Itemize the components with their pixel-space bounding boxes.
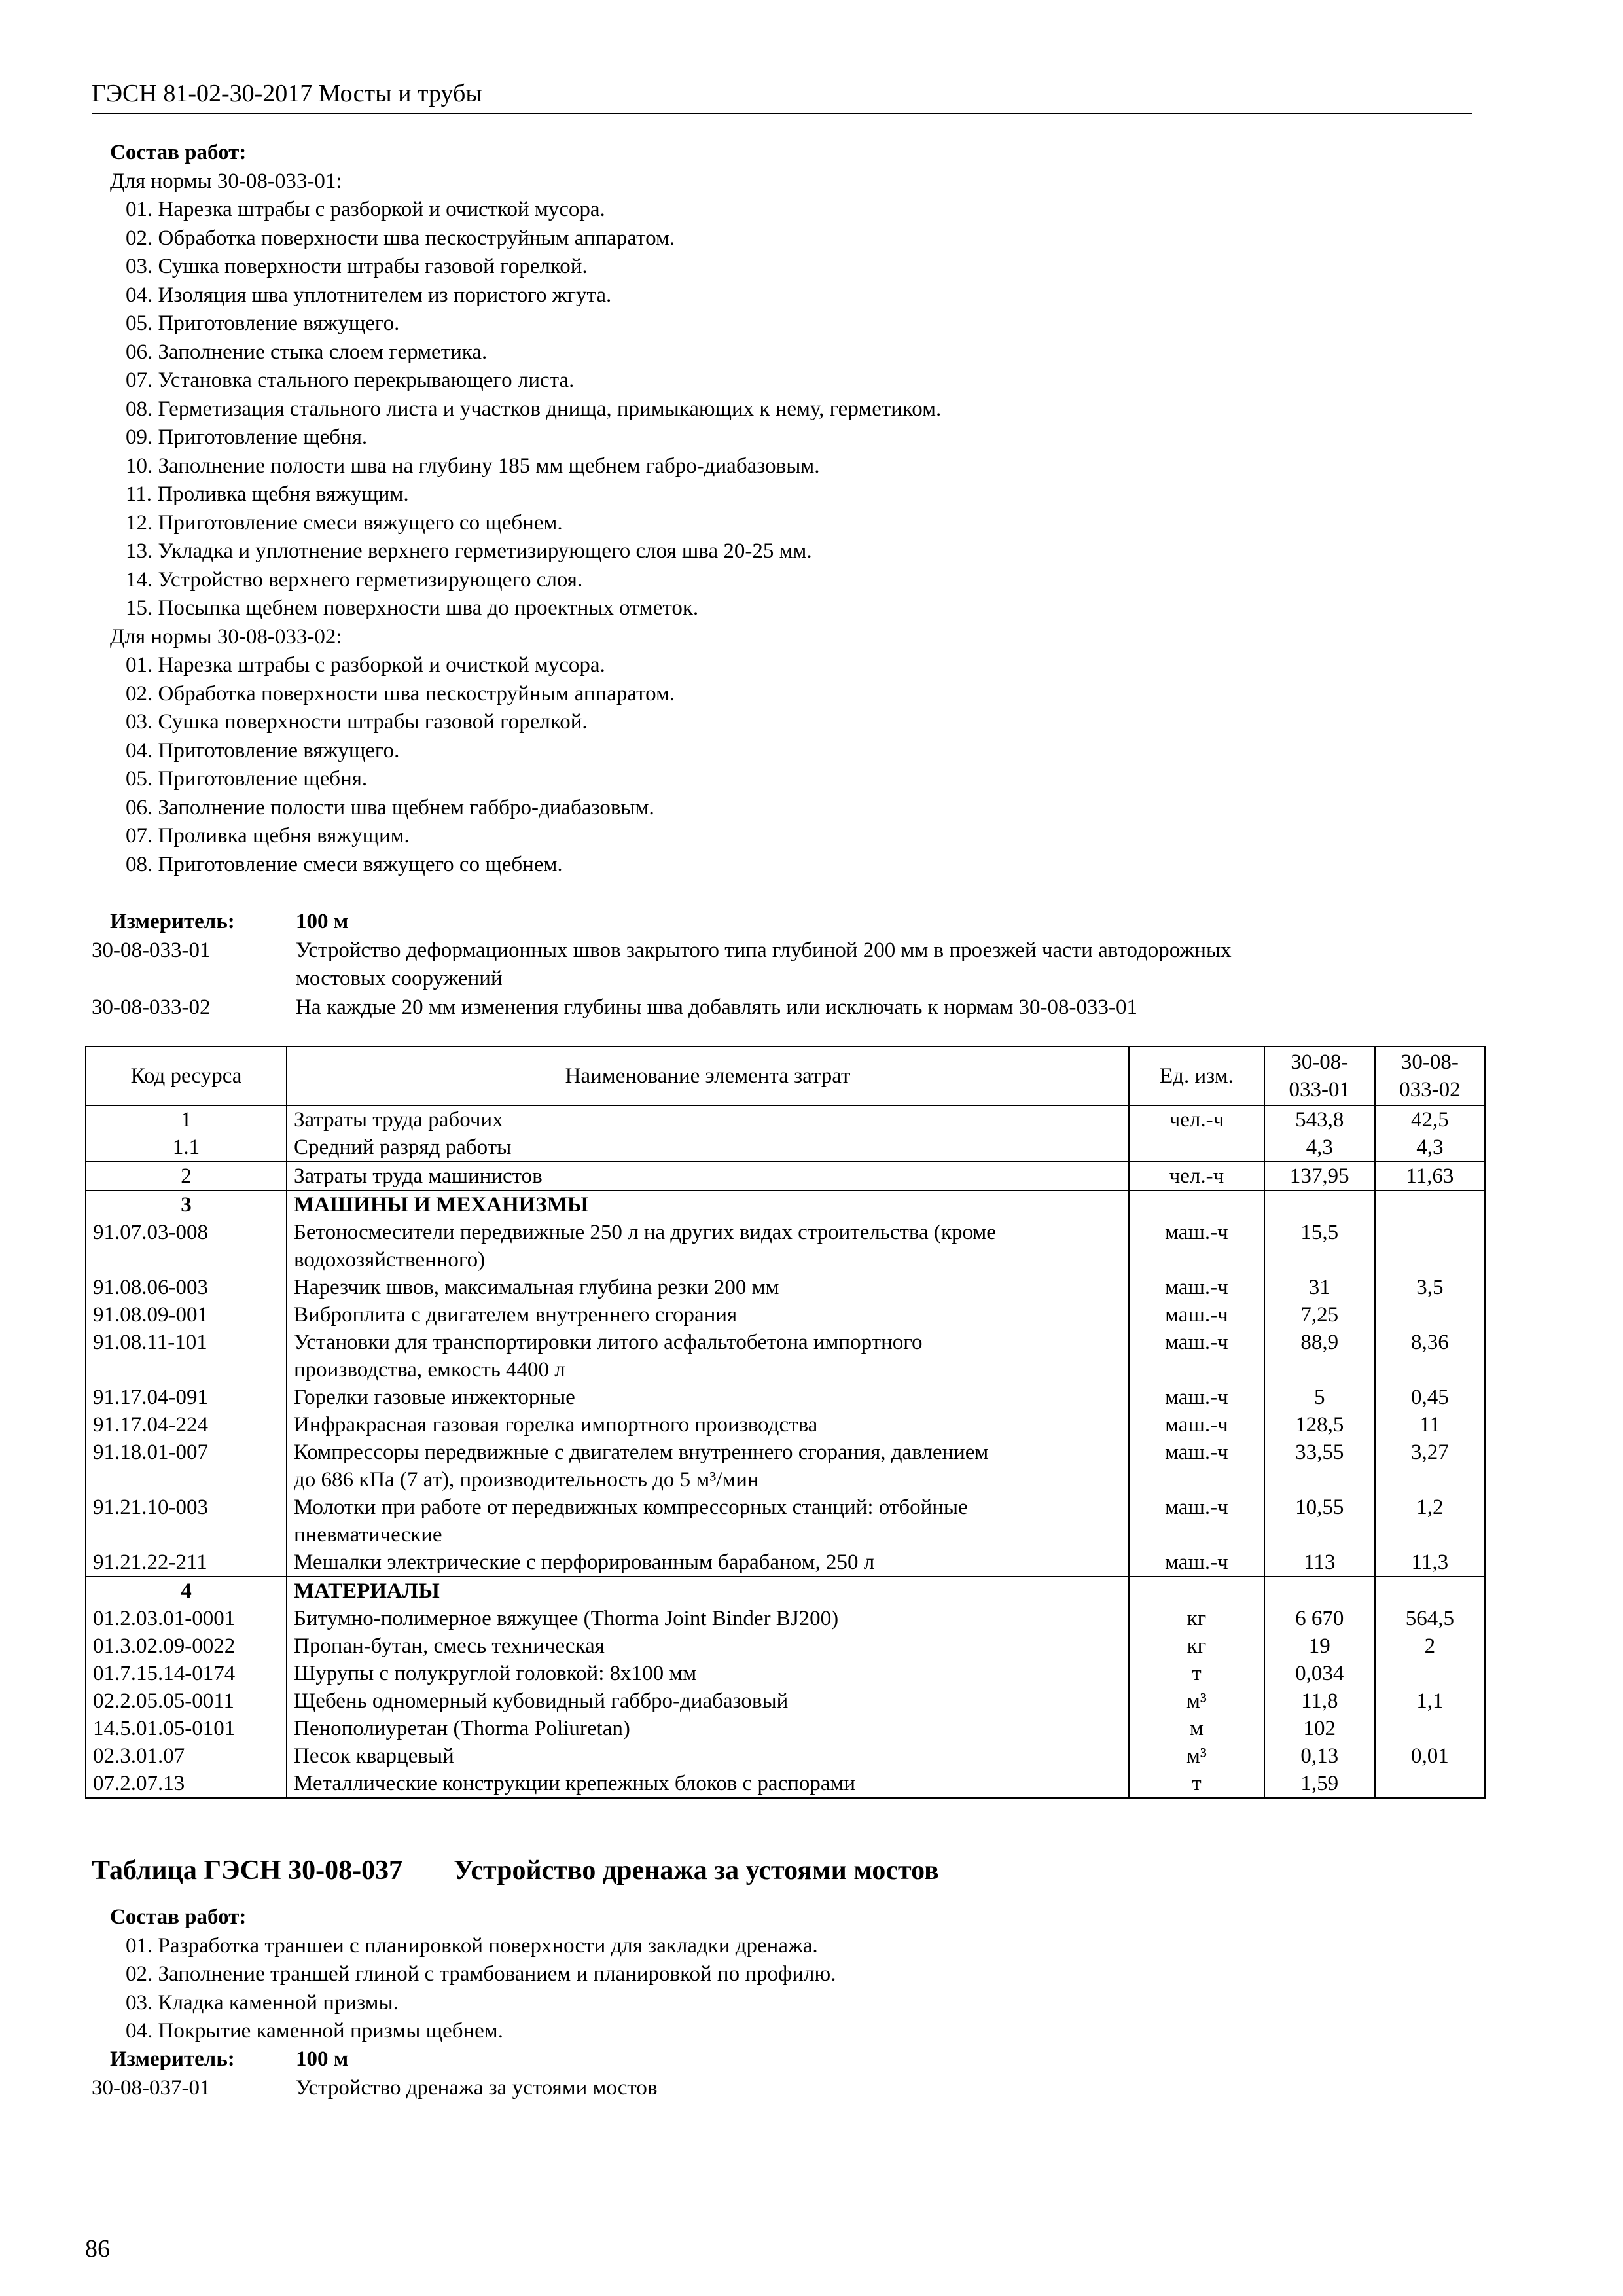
norm1-list [92, 196, 1479, 623]
cell-norm-2: 8,36 [1375, 1329, 1485, 1384]
cell-name [287, 1494, 1129, 1549]
table-header-row [86, 1047, 1485, 1105]
cell-unit: м³ [1129, 1687, 1264, 1715]
cell-code: 14.5.01.05-0101 [86, 1715, 287, 1742]
table-row [86, 1329, 1485, 1384]
cell-norm-1: 5 [1264, 1384, 1375, 1411]
cell-name-line: Битумно-полимерное вяжущее (Thorma Joint Binder BJ200) [294, 1607, 839, 1630]
cell-unit: чел.-ч [1129, 1105, 1264, 1134]
table-row [86, 1715, 1485, 1742]
cell-unit: м [1129, 1715, 1264, 1742]
cell-code: 2 [86, 1162, 287, 1191]
list-item: 07. Проливка щебня вяжущим. [126, 824, 410, 848]
cell-name [287, 1687, 1129, 1715]
cell-unit: маш.-ч [1129, 1439, 1264, 1494]
cell-norm-1: 102 [1264, 1715, 1375, 1742]
cell-norm-2: 0,01 [1375, 1742, 1485, 1770]
cell-name-line: Песок кварцевый [294, 1744, 454, 1768]
norm-label: Для нормы 30-08-033-02: [110, 624, 342, 649]
cell-unit: чел.-ч [1129, 1162, 1264, 1191]
cell-unit: маш.-ч [1129, 1411, 1264, 1439]
cell-name [287, 1301, 1129, 1329]
norm-row [92, 2074, 1479, 2103]
cell-unit [1129, 1134, 1264, 1162]
table-row [86, 1384, 1485, 1411]
cell-norm-2: 11,3 [1375, 1549, 1485, 1577]
list-item: 15. Посыпка щебнем поверхности шва до проектных отметок. [126, 596, 699, 620]
cell-norm-2 [1375, 1577, 1485, 1605]
table-row [86, 1134, 1485, 1162]
cell-name-line: Шурупы с полукруглой головкой: 8x100 мм [294, 1662, 697, 1685]
cell-unit [1129, 1191, 1264, 1219]
cell-norm-1: 0,034 [1264, 1660, 1375, 1687]
cell-norm-1: 1,59 [1264, 1770, 1375, 1798]
list-item: 01. Нарезка штрабы с разборкой и очисткой мусора. [126, 653, 605, 677]
cell-name [287, 1742, 1129, 1770]
cell-name [287, 1549, 1129, 1577]
cell-norm-2: 4,3 [1375, 1134, 1485, 1162]
cell-name-line: Щебень одномерный кубовидный габбро-диабазовый [294, 1689, 789, 1713]
list-item: 06. Заполнение стыка слоем герметика. [126, 340, 488, 364]
cell-name-line: Металлические конструкции крепежных блоков с распорами [294, 1772, 856, 1795]
cell-name [287, 1219, 1129, 1274]
cell-norm-2: 1,2 [1375, 1494, 1485, 1549]
list-item: 02. Обработка поверхности шва пескоструйным аппаратом. [126, 681, 675, 706]
cell-name-line: Затраты труда рабочих [294, 1108, 503, 1132]
cell-name-line: Компрессоры передвижные с двигателем внутреннего сгорания, давлением [294, 1441, 989, 1464]
cell-code: 91.17.04-091 [86, 1384, 287, 1411]
cell-name [287, 1439, 1129, 1494]
cell-code: 91.08.06-003 [86, 1274, 287, 1301]
cell-code: 07.2.07.13 [86, 1770, 287, 1798]
table-body [86, 1105, 1485, 1798]
meter-unit: 100 м [296, 910, 349, 933]
list-item: 03. Сушка поверхности штрабы газовой горелкой. [126, 255, 588, 278]
norm-text-line: Устройство деформационных швов закрытого типа глубиной 200 мм в проезжей части автодорожных [296, 938, 1232, 962]
section-title [92, 1852, 939, 1889]
cell-name-line: Мешалки электрические с перфорированным барабаном, 250 л [294, 1551, 875, 1574]
table-row [86, 1162, 1485, 1191]
cell-norm-1: 128,5 [1264, 1411, 1375, 1439]
page-number: 86 [85, 2235, 110, 2263]
cell-name-line: Установки для транспортировки литого асфальтобетона импортного [294, 1331, 923, 1354]
list-item: 03. Сушка поверхности штрабы газовой горелкой. [126, 710, 588, 734]
table-title: Устройство дренажа за устоями мостов [454, 1856, 939, 1886]
cell-name [287, 1329, 1129, 1384]
work-composition-1 [92, 139, 1479, 879]
cell-name-line: водохозяйственного) [294, 1248, 486, 1272]
cell-norm-1: 7,25 [1264, 1301, 1375, 1329]
cell-unit: маш.-ч [1129, 1301, 1264, 1329]
norm-row [92, 937, 1479, 994]
work-composition-title: Состав работ: [110, 141, 247, 164]
cell-norm-1: 6 670 [1264, 1605, 1375, 1632]
cell-norm-1: 88,9 [1264, 1329, 1375, 1384]
cell-unit: кг [1129, 1632, 1264, 1660]
table-row [86, 1770, 1485, 1798]
cell-name-line: МАТЕРИАЛЫ [294, 1579, 440, 1603]
cell-name [287, 1715, 1129, 1742]
cell-name-line: Пропан-бутан, смесь техническая [294, 1634, 605, 1658]
cell-norm-2: 11 [1375, 1411, 1485, 1439]
norm-text-line: мостовых сооружений [296, 967, 503, 990]
list-item: 03. Кладка каменной призмы. [126, 1990, 399, 2015]
cell-unit: маш.-ч [1129, 1549, 1264, 1577]
meter-block-2 [92, 2045, 1479, 2102]
col-header-name: Наименование элемента затрат [287, 1047, 1129, 1105]
cell-name-line: Затраты труда машинистов [294, 1164, 543, 1188]
cell-name-line: Бетоносмесители передвижные 250 л на других видах строительства (кроме [294, 1221, 996, 1244]
table-row [86, 1439, 1485, 1494]
col-header-norm-2: 30-08- 033-02 [1375, 1047, 1485, 1105]
cell-norm-1 [1264, 1191, 1375, 1219]
cell-norm-2: 0,45 [1375, 1384, 1485, 1411]
cell-norm-2: 2 [1375, 1632, 1485, 1660]
table-row [86, 1301, 1485, 1329]
meter-unit: 100 м [296, 2047, 349, 2071]
list-item: 10. Заполнение полости шва на глубину 185 мм щебнем габро-диабазовым. [126, 454, 820, 478]
cell-norm-2 [1375, 1191, 1485, 1219]
cell-name [287, 1162, 1129, 1191]
table-row [86, 1742, 1485, 1770]
cell-norm-2 [1375, 1715, 1485, 1742]
meter-header [92, 908, 1479, 937]
cell-name [287, 1660, 1129, 1687]
cell-norm-1: 0,13 [1264, 1742, 1375, 1770]
cell-code: 01.3.02.09-0022 [86, 1632, 287, 1660]
cell-norm-1: 33,55 [1264, 1439, 1375, 1494]
cell-name [287, 1605, 1129, 1632]
cell-name [287, 1105, 1129, 1134]
cell-norm-2: 42,5 [1375, 1105, 1485, 1134]
list-item: 04. Покрытие каменной призмы щебнем. [126, 2019, 503, 2043]
cell-norm-2: 11,63 [1375, 1162, 1485, 1191]
cell-name-line: Инфракрасная газовая горелка импортного производства [294, 1413, 818, 1437]
cell-code: 91.21.22-211 [86, 1549, 287, 1577]
cell-unit: маш.-ч [1129, 1219, 1264, 1274]
cell-norm-1 [1264, 1577, 1375, 1605]
table-row [86, 1660, 1485, 1687]
table-row [86, 1605, 1485, 1632]
cell-name [287, 1191, 1129, 1219]
list-item: 02. Заполнение траншей глиной с трамбованием и планировкой по профилю. [126, 1962, 836, 1986]
norm-code: 30-08-037-01 [92, 2075, 211, 2100]
table-row [86, 1105, 1485, 1134]
table-row [86, 1577, 1485, 1605]
list-item: 02. Обработка поверхности шва пескоструйным аппаратом. [126, 226, 675, 250]
list-item: 11. Проливка щебня вяжущим. [126, 482, 409, 506]
meter-label: Измеритель: [110, 2047, 235, 2071]
cell-norm-2: 3,5 [1375, 1274, 1485, 1301]
cell-name [287, 1411, 1129, 1439]
cell-unit: м³ [1129, 1742, 1264, 1770]
cell-name-line: Горелки газовые инжекторные [294, 1386, 575, 1409]
cell-code: 01.7.15.14-0174 [86, 1660, 287, 1687]
norm-code: 30-08-033-01 [92, 938, 211, 962]
cell-name [287, 1770, 1129, 1798]
cell-name-line: Виброплита с двигателем внутреннего сгорания [294, 1303, 738, 1327]
cell-code: 91.08.11-101 [86, 1329, 287, 1384]
meter-label: Измеритель: [110, 910, 235, 933]
cell-name-line: Пенополиуретан (Thorma Poliuretan) [294, 1717, 630, 1740]
cell-norm-2: 3,27 [1375, 1439, 1485, 1494]
col-header-norm-1: 30-08- 033-01 [1264, 1047, 1375, 1105]
cell-code: 91.08.09-001 [86, 1301, 287, 1329]
cell-name-line: Молотки при работе от передвижных компрессорных станций: отбойные [294, 1496, 968, 1519]
table-row [86, 1274, 1485, 1301]
cell-unit: т [1129, 1660, 1264, 1687]
cell-norm-1: 31 [1264, 1274, 1375, 1301]
norm-label: Для нормы 30-08-033-01: [110, 169, 342, 193]
cell-code: 4 [86, 1577, 287, 1605]
cell-norm-1: 19 [1264, 1632, 1375, 1660]
cell-norm-1: 15,5 [1264, 1219, 1375, 1274]
list-item: 01. Разработка траншеи с планировкой поверхности для закладки дренажа. [126, 1933, 818, 1958]
table-row [86, 1549, 1485, 1577]
cell-unit [1129, 1577, 1264, 1605]
list-item: 04. Изоляция шва уплотнителем из пористого жгута. [126, 283, 612, 307]
col-header-unit: Ед. изм. [1129, 1047, 1264, 1105]
list-item: 05. Приготовление щебня. [126, 767, 368, 791]
cell-norm-2 [1375, 1660, 1485, 1687]
cell-norm-2: 564,5 [1375, 1605, 1485, 1632]
cell-code: 01.2.03.01-0001 [86, 1605, 287, 1632]
meter-header [92, 2045, 1479, 2074]
norm-code: 30-08-033-02 [92, 995, 211, 1019]
page-header: ГЭСН 81-02-30-2017 Мосты и трубы [92, 77, 1472, 114]
norm-text [296, 937, 1479, 994]
cell-norm-2 [1375, 1219, 1485, 1274]
cell-name-line: до 686 кПа (7 ат), производительность до 5 м³/мин [294, 1468, 759, 1492]
cell-code: 1.1 [86, 1134, 287, 1162]
list-item: 14. Устройство верхнего герметизирующего слоя. [126, 567, 583, 592]
cell-name [287, 1384, 1129, 1411]
cell-unit: маш.-ч [1129, 1384, 1264, 1411]
norm2-list [92, 651, 1479, 879]
cell-code: 02.3.01.07 [86, 1742, 287, 1770]
list-item: 12. Приготовление смеси вяжущего со щебнем. [126, 511, 563, 535]
list-item: 08. Герметизация стального листа и участков днища, примыкающих к нему, герметиком. [126, 397, 942, 421]
list-item: 05. Приготовление вяжущего. [126, 312, 400, 335]
cell-norm-2: 1,1 [1375, 1687, 1485, 1715]
work-composition-title: Состав работ: [110, 1905, 247, 1929]
cell-name [287, 1577, 1129, 1605]
cell-name [287, 1274, 1129, 1301]
meter-block-1 [92, 908, 1479, 1022]
cell-unit: маш.-ч [1129, 1274, 1264, 1301]
cell-norm-1: 10,55 [1264, 1494, 1375, 1549]
table-row [86, 1494, 1485, 1549]
cell-code: 02.2.05.05-0011 [86, 1687, 287, 1715]
cell-norm-1: 4,3 [1264, 1134, 1375, 1162]
cell-code: 91.07.03-008 [86, 1219, 287, 1274]
list-item: 06. Заполнение полости шва щебнем габбро-диабазовым. [126, 795, 654, 819]
cell-code: 1 [86, 1105, 287, 1134]
cell-norm-1: 543,8 [1264, 1105, 1375, 1134]
cell-code: 3 [86, 1191, 287, 1219]
cell-norm-1: 113 [1264, 1549, 1375, 1577]
norm-row [92, 994, 1479, 1022]
table-row [86, 1632, 1485, 1660]
norm-text: Устройство дренажа за устоями мостов [296, 2075, 658, 2100]
list-item: 08. Приготовление смеси вяжущего со щебнем. [126, 852, 563, 876]
cell-name-line: производства, емкость 4400 л [294, 1358, 565, 1382]
cell-norm-2 [1375, 1301, 1485, 1329]
cell-norm-1: 137,95 [1264, 1162, 1375, 1191]
list-item: 01. Нарезка штрабы с разборкой и очисткой мусора. [126, 198, 605, 221]
list-item: 04. Приготовление вяжущего. [126, 738, 400, 762]
cell-name [287, 1134, 1129, 1162]
cell-unit: кг [1129, 1605, 1264, 1632]
list-item: 09. Приготовление щебня. [126, 425, 368, 449]
cell-name-line: Средний разряд работы [294, 1136, 512, 1159]
cell-norm-1: 11,8 [1264, 1687, 1375, 1715]
norm-text: На каждые 20 мм изменения глубины шва добавлять или исключать к нормам 30-08-033-01 [296, 995, 1137, 1019]
table-row [86, 1687, 1485, 1715]
work-composition-2 [92, 1903, 1479, 2046]
table-label: Таблица ГЭСН 30-08-037 [92, 1856, 403, 1886]
cell-code: 91.21.10-003 [86, 1494, 287, 1549]
cell-name-line: МАШИНЫ И МЕХАНИЗМЫ [294, 1193, 589, 1217]
table-row [86, 1411, 1485, 1439]
cell-name [287, 1632, 1129, 1660]
cell-norm-2 [1375, 1770, 1485, 1798]
cell-code: 91.17.04-224 [86, 1411, 287, 1439]
cell-name-line: Нарезчик швов, максимальная глубина резки 200 мм [294, 1276, 779, 1299]
cell-name-line: пневматические [294, 1523, 442, 1547]
resource-table [85, 1046, 1486, 1799]
table-row [86, 1219, 1485, 1274]
cell-unit: маш.-ч [1129, 1494, 1264, 1549]
list-item: 07. Установка стального перекрывающего листа. [126, 368, 575, 392]
table-row [86, 1191, 1485, 1219]
col-header-code: Код ресурса [86, 1047, 287, 1105]
cell-code: 91.18.01-007 [86, 1439, 287, 1494]
cell-unit: т [1129, 1770, 1264, 1798]
cell-unit: маш.-ч [1129, 1329, 1264, 1384]
list-item: 13. Укладка и уплотнение верхнего герметизирующего слоя шва 20-25 мм. [126, 539, 812, 563]
